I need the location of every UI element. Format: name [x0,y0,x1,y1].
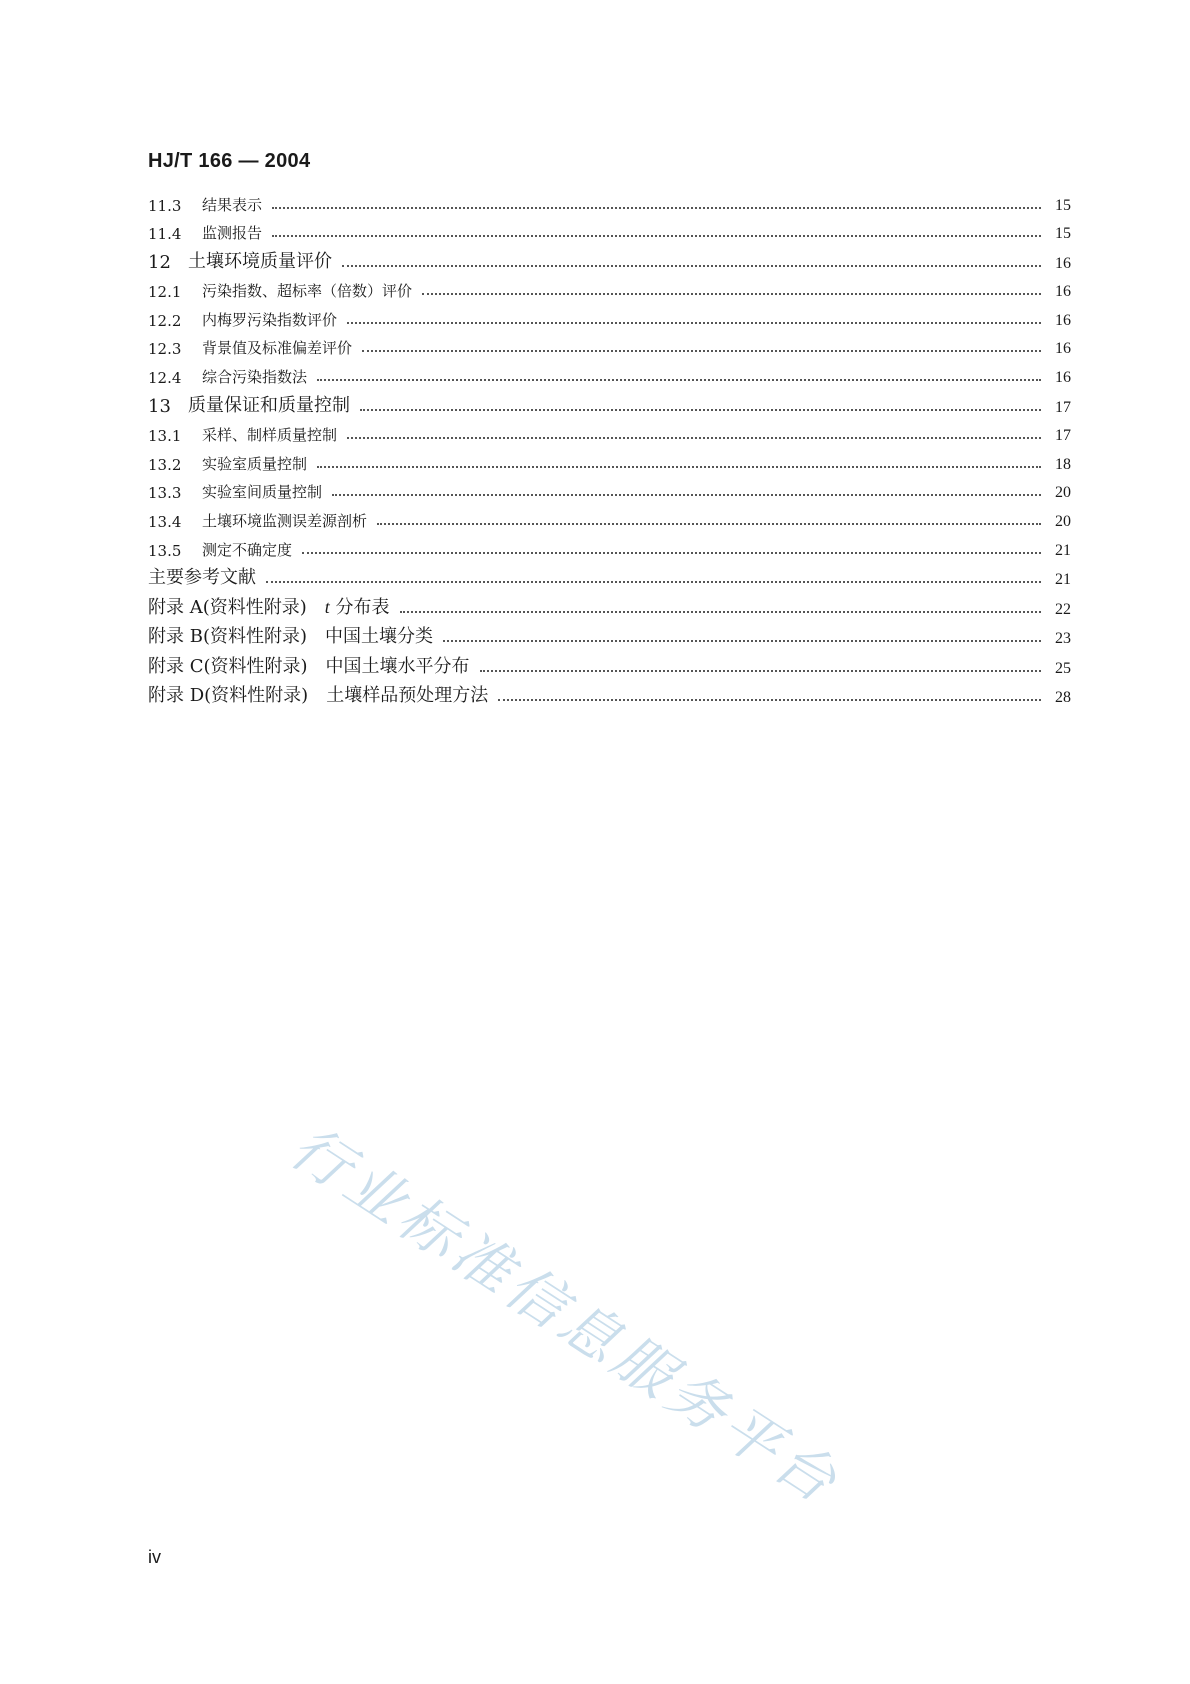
toc-entry-page: 21 [1055,541,1071,559]
toc-dot-leader [272,206,1041,209]
toc-entry-number: 11.4 [148,225,182,244]
toc-entry-number: 13 [148,395,171,417]
toc-dot-leader [272,234,1041,237]
toc-entry-number: 12.3 [148,340,182,359]
toc-entry-title-suffix: 分布表 [329,596,390,618]
toc-entry-page: 20 [1055,512,1071,530]
toc-entry-title: 监测报告 [202,224,263,243]
toc-entry-title: 背景值及标准偏差评价 [202,339,353,358]
toc-entry-title: 主要参考文献 [148,567,256,589]
toc-entry-title: 附录 B(资料性附录) 中国土壤分类 [148,626,433,648]
toc-entry-number: 12.2 [148,311,182,330]
toc-dot-leader [347,436,1041,439]
toc-entry-number: 13.4 [148,512,182,531]
toc-entry-page: 16 [1055,340,1071,358]
toc-entry-number: 13.5 [148,541,182,560]
toc-entry [148,531,1071,560]
toc-entry-page: 23 [1055,630,1071,648]
toc-entry-page: 16 [1055,254,1071,272]
toc-entry [148,330,1071,359]
toc-entry [148,358,1071,387]
watermark-text: 行业标准信息服务平台 [278,1112,853,1519]
toc-entry [148,502,1071,531]
toc-entry [148,215,1071,244]
toc-dot-leader [480,669,1041,672]
toc-entry [148,301,1071,330]
toc-entry-number: 12.1 [148,283,182,302]
toc-entry-title: 内梅罗污染指数评价 [202,310,338,329]
toc-entry-title: 结果表示 [202,195,263,214]
toc-entry-title [148,593,394,619]
toc-entry-title-prefix: 附录 A(资料性附录) [148,596,325,618]
toc-entry-number: 13.2 [148,455,182,474]
toc-entry-title: 附录 C(资料性附录) 中国土壤水平分布 [148,655,470,677]
toc-dot-leader [302,551,1041,554]
toc-entry-title-italic: t [324,596,330,617]
toc-entry [148,273,1071,302]
toc-dot-leader [317,378,1041,381]
toc-entry-page: 17 [1055,398,1071,416]
toc-entry-title: 测定不确定度 [202,540,293,559]
toc-entry-title: 附录 D(资料性附录) 土壤样品预处理方法 [148,685,489,707]
toc-entry-title: 土壤环境质量评价 [188,250,332,272]
page-number-footer: iv [148,1547,161,1567]
toc-dot-leader [347,321,1041,324]
toc-entry [148,243,1071,273]
toc-entry-page: 16 [1055,369,1071,387]
toc-entry [148,387,1071,417]
toc-entry [148,648,1071,678]
toc-dot-leader [498,698,1041,701]
toc-entry-page: 18 [1055,455,1071,473]
toc-dot-leader [317,465,1041,468]
toc-entry [148,474,1071,503]
toc-entry-number: 13.3 [148,484,182,503]
toc-entry-page: 15 [1055,225,1071,243]
toc-entry-page: 16 [1055,311,1071,329]
toc-dot-leader [400,610,1041,613]
toc-entry-title: 污染指数、超标率（倍数）评价 [202,282,413,301]
toc-dot-leader [377,522,1041,525]
toc-entry [148,589,1071,619]
table-of-contents [148,186,1071,707]
toc-dot-leader [422,292,1041,295]
toc-entry-title: 采样、制样质量控制 [202,426,338,445]
toc-entry [148,445,1071,474]
toc-entry-number: 11.3 [148,196,182,215]
toc-entry [148,560,1071,590]
toc-entry [148,678,1071,708]
toc-dot-leader [360,408,1041,411]
toc-dot-leader [443,639,1041,642]
toc-entry [148,619,1071,649]
toc-entry-page: 16 [1055,283,1071,301]
toc-entry-title: 综合污染指数法 [202,368,308,387]
toc-entry-number: 12 [148,251,171,273]
toc-entry-page: 28 [1055,689,1071,707]
toc-dot-leader [332,493,1041,496]
toc-entry-page: 20 [1055,484,1071,502]
toc-entry [148,186,1071,215]
toc-entry-number: 13.1 [148,427,182,446]
toc-entry-title: 实验室质量控制 [202,454,308,473]
toc-entry-number: 12.4 [148,369,182,388]
toc-dot-leader [362,349,1041,352]
document-code-header: HJ/T 166 — 2004 [148,150,311,172]
toc-entry [148,417,1071,446]
toc-entry-title: 实验室间质量控制 [202,483,323,502]
toc-entry-title: 质量保证和质量控制 [188,394,350,416]
toc-entry-page: 22 [1055,600,1071,618]
toc-entry-page: 17 [1055,427,1071,445]
toc-entry-page: 21 [1055,571,1071,589]
toc-dot-leader [266,580,1041,583]
toc-entry-page: 15 [1055,196,1071,214]
toc-entry-page: 25 [1055,659,1071,677]
toc-dot-leader [342,264,1041,267]
toc-entry-title: 土壤环境监测误差源剖析 [202,511,368,530]
